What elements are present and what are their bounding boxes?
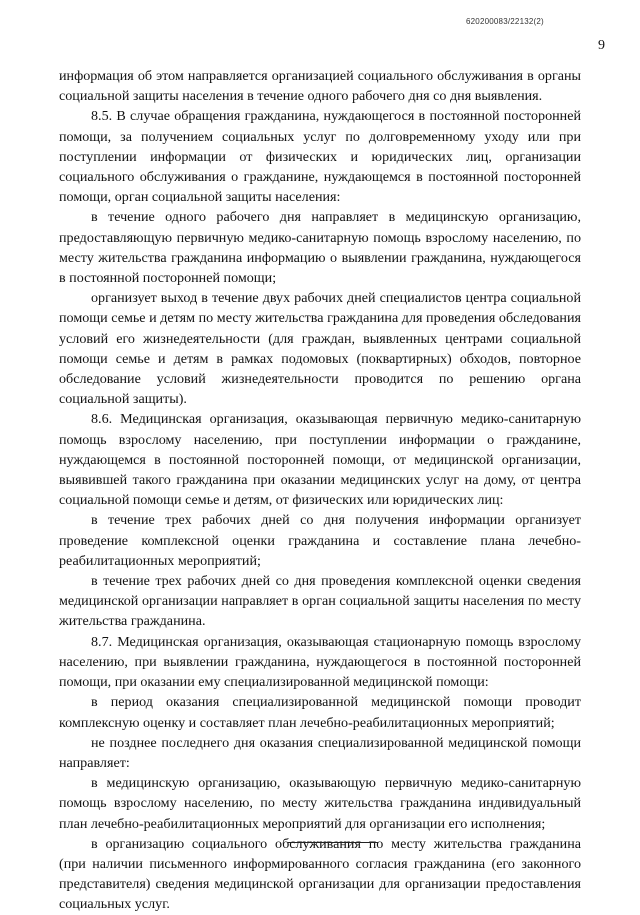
paragraph: организует выход в течение двух рабочих дней специалистов центра социальной помощи семье и детям по месту жительства гражданина для проведения обследования условий его жизнедеятельности (для граждан, выявленных центрами социальной помощи семье и детям в рамках подомовых (поквартирных) обходов, повторное обследование условий жизнедеятельности проводится по решению органа социальной защиты). (59, 290, 581, 408)
document-body (59, 66, 581, 915)
paragraph: в течение трех рабочих дней со дня проведения комплексной оценки сведения медицинской организации направляет в орган социальной защиты населения по месту жительства гражданина. (59, 573, 581, 630)
paragraph: в медицинскую организацию, оказывающую первичную медико-санитарную помощь взрослому населению, по месту жительства гражданина индивидуальный план лечебно-реабилитационных мероприятий для организации его исполнения; (59, 775, 581, 832)
paragraph: в период оказания специализированной медицинской помощи проводит комплексную оценку и составляет план лечебно-реабилитационных мероприятий; (59, 694, 581, 731)
paragraph: не позднее последнего дня оказания специализированной медицинской помощи направляет: (59, 734, 581, 771)
page-number: 9 (598, 38, 605, 53)
paragraph-8-7: 8.7. Медицинская организация, оказывающая стационарную помощь взрослому населению, при выявлении гражданина, нуждающегося в постоянной посторонней помощи, при оказании ему специализированной медицинской помощи: (59, 633, 581, 691)
paragraph: в течение трех рабочих дней со дня получения информации организует проведение комплексной оценки гражданина и составление плана лечебно-реабилитационных мероприятий; (59, 512, 581, 569)
paragraph-continuation: информация об этом направляется организацией социального обслуживания в органы социальной защиты населения в течение одного рабочего дня со дня выявления. (59, 68, 581, 105)
paragraph: в организацию социального обслуживания по месту жительства гражданина (при наличии письменного информированного согласия гражданина (его законного представителя) сведения медицинской организации для организации предоставления социальных услуг. (59, 835, 581, 913)
paragraph-8-5: 8.5. В случае обращения гражданина, нуждающегося в постоянной посторонней помощи, за получением социальных услуг по долговременному уходу или при поступлении информации от физических и юридических лиц, организации социального обслуживания о гражданине, нуждающемся в постоянной посторонней помощи, орган социальной защиты населения: (59, 108, 581, 206)
document-code: 620200083/22132(2) (466, 17, 544, 26)
footer-divider (288, 842, 378, 843)
paragraph: в течение одного рабочего дня направляет в медицинскую организацию, предоставляющую первичную медико-санитарную помощь взрослому населению, по месту жительства гражданина информацию о выявлении гражданина, нуждающегося в постоянной посторонней помощи; (59, 209, 581, 287)
paragraph-8-6: 8.6. Медицинская организация, оказывающая первичную медико-санитарную помощь взрослому населению, при поступлении информации о гражданине, нуждающемся в постоянной посторонней помощи, от медицинской организации, выявившей такого гражданина при оказании медицинских услуг на дому, от центра социальной помощи семье и детям, от физических или юридических лиц: (59, 411, 581, 509)
